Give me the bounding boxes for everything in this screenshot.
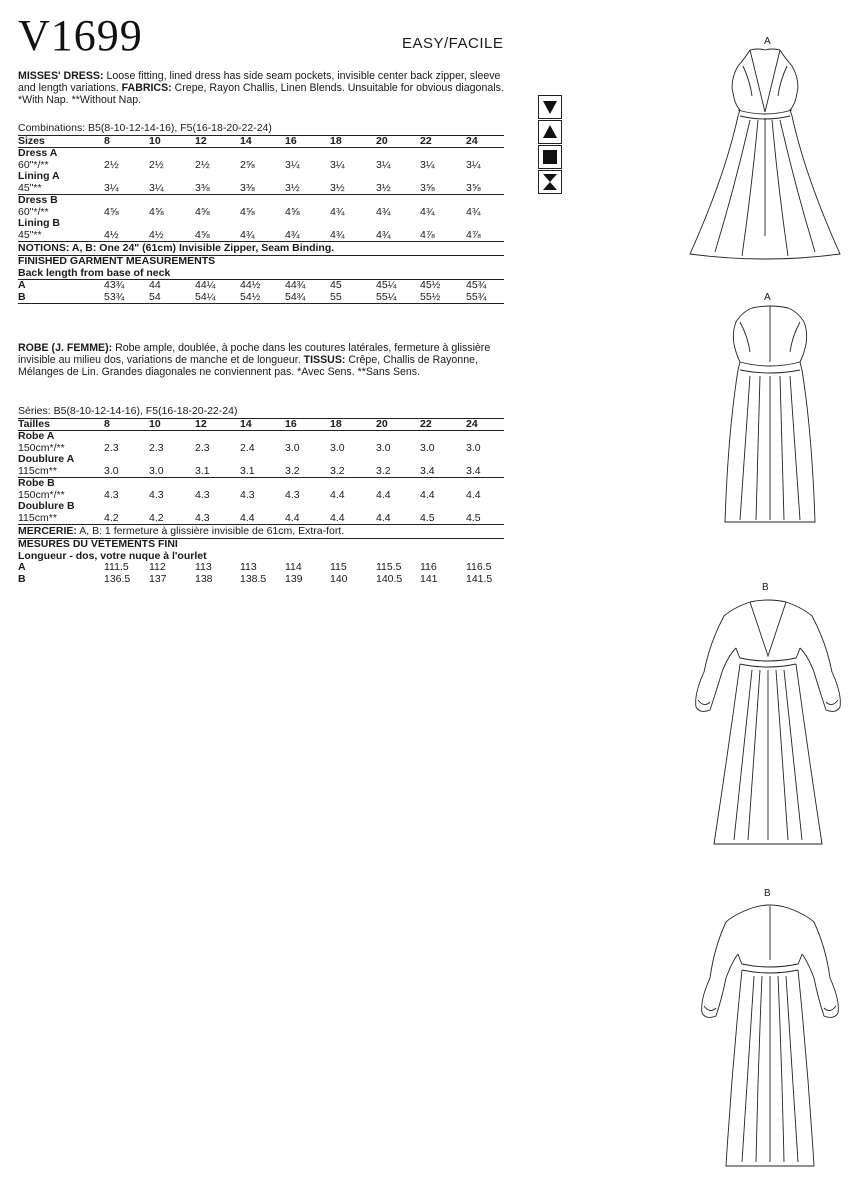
cell: 4.4 (420, 488, 435, 501)
cell: 4.3 (104, 488, 119, 501)
row-sub: 45"** (18, 228, 42, 241)
cell: 116.5 (466, 561, 492, 573)
cell: 4.2 (149, 511, 164, 524)
sizes-row-en (18, 136, 504, 148)
cell: 53¾ (104, 290, 125, 303)
table-row (18, 207, 504, 219)
cell: 4.4 (330, 488, 345, 501)
cell: 137 (149, 572, 167, 585)
table-row (18, 292, 504, 304)
combinations-fr: Séries: B5(8-10-12-14-16), F5(16-18-20-22-24) (18, 405, 238, 417)
cell: 4.2 (104, 511, 119, 524)
cell: 4.3 (149, 488, 164, 501)
size: 18 (330, 417, 342, 430)
cell: 4.5 (466, 511, 481, 524)
figure-label: A (764, 292, 771, 303)
fabrics-text-en: Crepe, Rayon Challis, Linen Blends. Unsuitable for obvious diagonals. *With Nap. **Without Nap. (18, 82, 504, 106)
notions-title-fr: MERCERIE: (18, 525, 77, 537)
table-row (18, 443, 504, 455)
row-sub: 60"*/** (18, 205, 49, 218)
row-name: Doublure B (18, 500, 75, 512)
cell: 54½ (240, 290, 261, 303)
cell: 3½ (285, 181, 300, 194)
yardage-table-en (18, 123, 504, 304)
fabrics-title-en: FABRICS: (121, 82, 172, 94)
cell: 3.0 (285, 441, 300, 454)
cell: 3.0 (330, 441, 345, 454)
table-row (18, 466, 504, 478)
cell: 4.4 (466, 488, 481, 501)
cell: 115.5 (376, 561, 402, 573)
table-row (18, 490, 504, 502)
figure-b-back (690, 888, 850, 1170)
cell: 113 (240, 561, 257, 573)
dress-b-front-drawing (688, 582, 850, 848)
cell: 2½ (149, 158, 164, 171)
cell: 3⅜ (240, 181, 255, 194)
cell: 4⅝ (104, 205, 119, 218)
sizes-label: Tailles (18, 417, 50, 430)
size: 10 (149, 134, 161, 147)
size: 20 (376, 417, 388, 430)
cell: 116 (420, 561, 437, 573)
cell: 55¼ (376, 290, 397, 303)
cell: 3¼ (104, 181, 119, 194)
description-en (18, 70, 508, 106)
table-row (18, 230, 504, 242)
size: 14 (240, 134, 252, 147)
desc-text-en: Loose fitting, lined dress has side seam pockets, invisible center back zipper, sleeve and length variations. (18, 70, 501, 94)
cell: 3¼ (149, 181, 164, 194)
cell: 4¾ (466, 205, 481, 218)
cell: 3¼ (285, 158, 300, 171)
dress-b-back-drawing (690, 888, 850, 1170)
cell: 141.5 (466, 572, 493, 585)
figure-label: B (762, 582, 769, 593)
cell: 113 (195, 561, 212, 573)
cell: 136.5 (104, 572, 131, 585)
cell: 3.4 (420, 464, 435, 477)
row-name: Lining B (18, 217, 60, 229)
cell: 2.3 (149, 441, 164, 454)
cell: 141 (420, 572, 438, 585)
cell: 44¼ (195, 279, 216, 291)
cell: 114 (285, 561, 302, 573)
cell: 45¾ (466, 279, 487, 291)
cell: 44½ (240, 279, 261, 291)
cell: 43¾ (104, 279, 125, 291)
fabrics-text-fr: Crêpe, Challis de Rayonne, Mélanges de Lin. Grandes diagonales ne conviennent pas. *Avec Sens. **Sans Sens. (18, 354, 478, 378)
row-sub: 150cm*/** (18, 488, 65, 501)
cell: 2½ (195, 158, 210, 171)
fabric-symbols (538, 95, 562, 195)
cell: 3.0 (104, 464, 119, 477)
cell: 4⅝ (195, 228, 210, 241)
cell: 138 (195, 572, 213, 585)
cell: 3.0 (420, 441, 435, 454)
cell: 111.5 (104, 561, 129, 573)
cell: 3.2 (376, 464, 391, 477)
cell: 4¾ (330, 228, 345, 241)
notions-en: NOTIONS: A, B: One 24" (61cm) Invisible Zipper, Seam Binding. (18, 242, 335, 254)
cell: 3.4 (466, 464, 481, 477)
cell: 4¾ (240, 228, 255, 241)
cell: 45 (330, 279, 342, 291)
cell: 3⅜ (195, 181, 210, 194)
row-name: Lining A (18, 170, 60, 182)
cell: 4¾ (285, 228, 300, 241)
back-length-en: Back length from base of neck (18, 266, 171, 279)
desc-text-fr: Robe ample, doublée, à poche dans les coutures latérales, fermeture à glissière invisible au milieu dos, variations de manche et de longueur. (18, 342, 491, 366)
sizes-label: Sizes (18, 134, 45, 147)
cell: 45½ (420, 279, 441, 291)
row-sub: 45"** (18, 181, 42, 194)
cell: 2½ (104, 158, 119, 171)
cell: 3⅝ (420, 181, 435, 194)
cell: 4⅝ (240, 205, 255, 218)
cell: 4.3 (195, 488, 210, 501)
cell: 3¼ (376, 158, 391, 171)
cell: 4⅝ (149, 205, 164, 218)
cell: 4⅝ (285, 205, 300, 218)
cell: 3.0 (376, 441, 391, 454)
cell: 54¾ (285, 290, 306, 303)
cell: 4.3 (240, 488, 255, 501)
row-name: Dress B (18, 194, 58, 206)
cell: 3.2 (330, 464, 345, 477)
cell: 3.0 (149, 464, 164, 477)
size: 24 (466, 134, 478, 147)
cell: 4.4 (330, 511, 345, 524)
cell: 3.0 (466, 441, 481, 454)
cell: 4.4 (240, 511, 255, 524)
cell: 139 (285, 572, 303, 585)
row-name: A (18, 561, 26, 573)
size: 12 (195, 134, 207, 147)
fabrics-title-fr: TISSUS: (303, 354, 346, 366)
row-sub: 60"*/** (18, 158, 49, 171)
size: 18 (330, 134, 342, 147)
cell: 112 (149, 561, 166, 573)
figure-b-front (688, 582, 850, 848)
cell: 2.3 (195, 441, 210, 454)
both-directions-symbol (538, 170, 562, 194)
cell: 3¼ (466, 158, 481, 171)
cell: 2.4 (240, 441, 255, 454)
cell: 3.1 (240, 464, 255, 477)
cell: 45¼ (376, 279, 397, 291)
cell: 4¾ (330, 205, 345, 218)
table-row (18, 160, 504, 172)
size: 14 (240, 417, 252, 430)
cell: 115 (330, 561, 347, 573)
cell: 3½ (376, 181, 391, 194)
cell: 55¾ (466, 290, 487, 303)
size: 16 (285, 417, 297, 430)
row-name: A (18, 279, 26, 291)
row-name: Robe B (18, 477, 55, 489)
finished-title-fr: MESURES DU VÊTEMENTS FINI (18, 538, 178, 550)
desc-title-en: MISSES' DRESS: (18, 70, 104, 82)
table-row (18, 280, 504, 292)
table-row (18, 513, 504, 525)
cell: 4.3 (195, 511, 210, 524)
figure-label: B (764, 888, 771, 899)
cell: 55 (330, 290, 342, 303)
row-sub: 115cm** (18, 511, 57, 524)
cell: 4.3 (285, 488, 300, 501)
size: 12 (195, 417, 207, 430)
cell: 4.4 (376, 488, 391, 501)
cell: 44 (149, 279, 161, 291)
sizes-row-fr (18, 419, 504, 431)
row-sub: 150cm*/** (18, 441, 65, 454)
difficulty-label: EASY/FACILE (402, 35, 504, 52)
cell: 4⅞ (466, 228, 481, 241)
size: 8 (104, 417, 110, 430)
cell: 138.5 (240, 572, 267, 585)
size: 22 (420, 134, 432, 147)
cell: 4¾ (376, 228, 391, 241)
cell: 3½ (330, 181, 345, 194)
cell: 2⅝ (240, 158, 255, 171)
size: 20 (376, 134, 388, 147)
table-row (18, 183, 504, 195)
dress-a-back-drawing (690, 292, 850, 524)
cell: 140 (330, 572, 348, 585)
back-length-fr: Longueur - dos, votre nuque à l'ourlet (18, 549, 207, 562)
cell: 4.5 (420, 511, 435, 524)
row-name: Dress A (18, 147, 58, 159)
table-row (18, 574, 504, 586)
nap-up-symbol (538, 120, 562, 144)
dress-a-front-drawing (680, 36, 850, 268)
cell: 3¼ (420, 158, 435, 171)
figure-a-front (680, 36, 850, 268)
desc-title-fr: ROBE (J. FEMME): (18, 342, 113, 354)
finished-title-en: FINISHED GARMENT MEASUREMENTS (18, 255, 216, 267)
size: 24 (466, 417, 478, 430)
cell: 54 (149, 290, 161, 303)
cell: 55½ (420, 290, 441, 303)
cell: 4.4 (376, 511, 391, 524)
without-nap-symbol (538, 145, 562, 169)
figure-a-back (690, 292, 850, 524)
description-fr (18, 342, 508, 378)
cell: 54¼ (195, 290, 216, 303)
cell: 3⅝ (466, 181, 481, 194)
size: 10 (149, 417, 161, 430)
combinations-en: Combinations: B5(8-10-12-14-16), F5(16-18-20-22-24) (18, 122, 272, 134)
table-row (18, 562, 504, 574)
cell: 4⅝ (195, 205, 210, 218)
cell: 2.3 (104, 441, 119, 454)
nap-down-symbol (538, 95, 562, 119)
cell: 44¾ (285, 279, 306, 291)
figure-label: A (764, 36, 771, 47)
cell: 4.4 (285, 511, 300, 524)
size: 22 (420, 417, 432, 430)
cell: 140.5 (376, 572, 403, 585)
row-name: B (18, 572, 26, 585)
row-name: Robe A (18, 430, 55, 442)
notions-text-fr: A, B: 1 fermeture à glissière invisible de 61cm, Extra-fort. (76, 525, 345, 537)
pattern-number: V1699 (18, 11, 143, 60)
cell: 3.1 (195, 464, 210, 477)
yardage-table-fr (18, 406, 504, 585)
size: 8 (104, 134, 110, 147)
cell: 4½ (149, 228, 164, 241)
row-name: B (18, 290, 26, 303)
cell: 3¼ (330, 158, 345, 171)
cell: 3.2 (285, 464, 300, 477)
row-name: Doublure A (18, 453, 75, 465)
size: 16 (285, 134, 297, 147)
row-sub: 115cm** (18, 464, 57, 477)
cell: 4⅞ (420, 228, 435, 241)
cell: 4¾ (376, 205, 391, 218)
cell: 4¾ (420, 205, 435, 218)
cell: 4½ (104, 228, 119, 241)
